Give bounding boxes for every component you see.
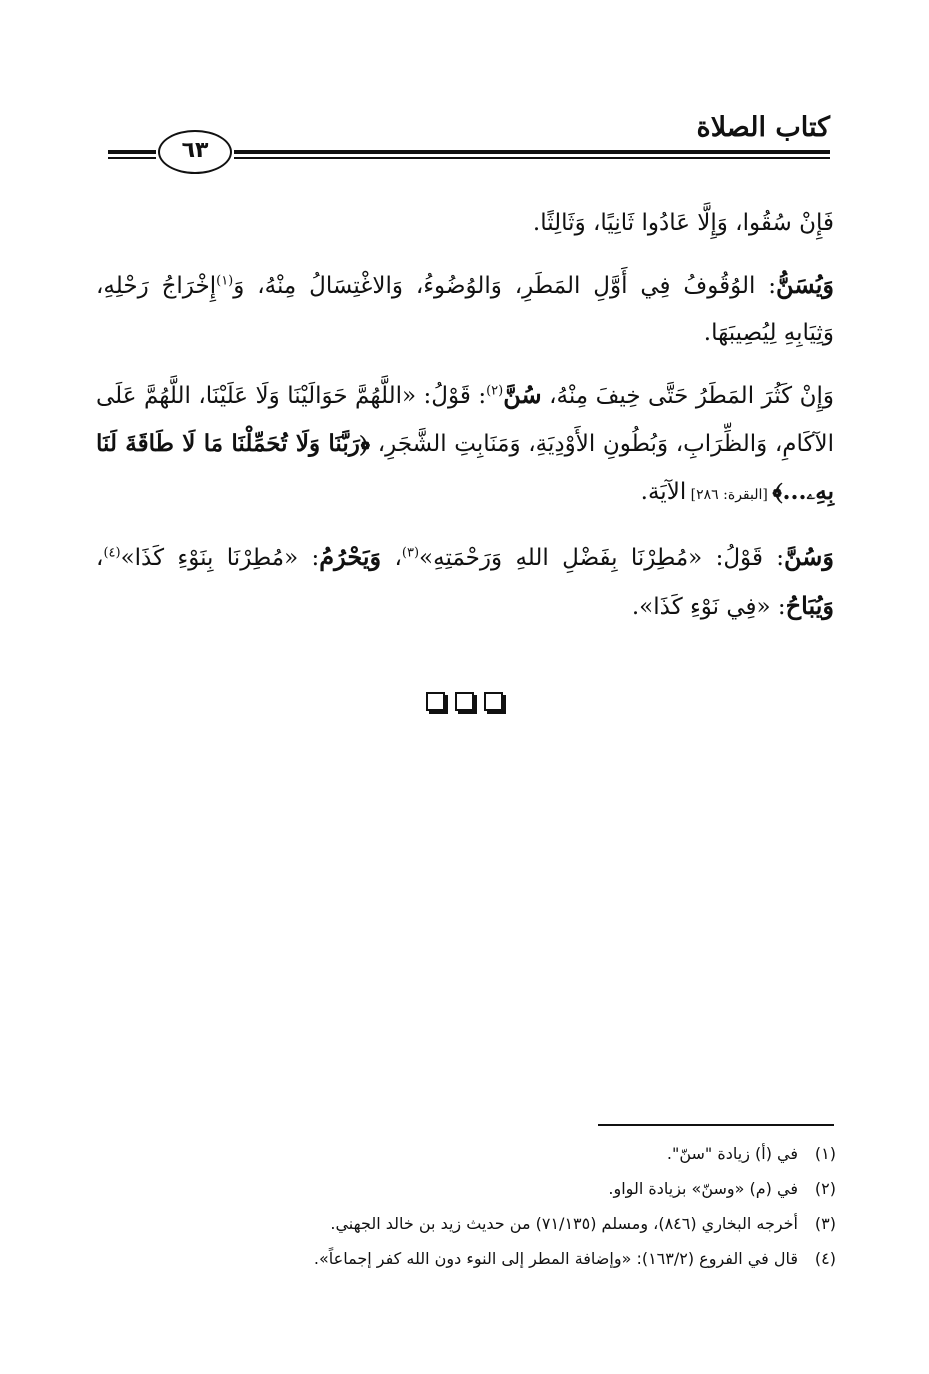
- p4-text-a: : قَوْلُ: «مُطِرْنَا بِفَضْلِ اللهِ وَرَحْمَتِهِ»: [419, 545, 785, 571]
- p2-text-b: إِخْرَاجُ رَحْلِهِ، وَثِيَابِهِ لِيُصِيبَهَا.: [96, 273, 834, 346]
- footnote-ref-3: (٣): [401, 545, 420, 561]
- footnote-item: [96, 1171, 836, 1206]
- footnote-number: (٢): [814, 1179, 836, 1198]
- p4-text-c: : «فِي نَوْءِ كَذَا».: [631, 594, 786, 620]
- p2-text-a: : الوُقُوفُ فِي أَوَّلِ المَطَرِ، وَالوُضُوءُ، وَالاغْتِسَالُ مِنْهُ، وَ: [233, 273, 777, 299]
- p3-text-b: : قَوْلُ: «اللَّهُمَّ حَوَالَيْنَا وَلَا عَلَيْنَا، اللَّهُمَّ عَلَى الآكَامِ، وَالظِّرَابِ، وَبُطُونِ الأَوْدِيَةِ، وَمَنَابِتِ الشَّجَرِ،: [96, 383, 835, 457]
- paragraph-4: [96, 533, 834, 631]
- keyword-wasunna: وَسُنَّ: [784, 542, 834, 571]
- keyword-yubah: وَيُبَاحُ: [785, 591, 834, 620]
- quran-verse: ﴿رَبَّنَا وَلَا تُحَمِّلْنَا مَا لَا طَاقَةَ لَنَا بِهِۦ...﴾: [96, 430, 834, 505]
- footnote-ref-1: (١): [216, 273, 234, 289]
- footnote-separator: [598, 1124, 834, 1126]
- page-number: ٦٣: [158, 130, 232, 174]
- keyword-yahrum: وَيَحْرُمُ: [319, 542, 382, 571]
- footnote-number: (١): [814, 1144, 836, 1163]
- p1-text: فَإِنْ سُقُوا، وَإِلَّا عَادُوا ثَانِيًا، وَثَالِثًا.: [532, 210, 834, 236]
- footnote-number: (٣): [814, 1214, 836, 1233]
- divider-square-icon: [426, 692, 445, 711]
- page-header: [108, 110, 830, 180]
- paragraph-2: [96, 261, 834, 357]
- divider-square-icon: [484, 692, 503, 711]
- footnote-item: [96, 1136, 836, 1171]
- main-text: [96, 200, 834, 645]
- footnote-text: في (م) «وسنّ» بزيادة الواو.: [608, 1179, 798, 1198]
- book-title: كتاب الصلاة: [696, 112, 830, 143]
- footnote-ref-4: (٤): [103, 545, 121, 561]
- header-rule-thick: [234, 150, 830, 154]
- divider-square-icon: [455, 692, 474, 711]
- p4-sep2: ،: [96, 545, 104, 571]
- footnote-ref-2: (٢): [486, 383, 504, 399]
- paragraph-1: [96, 200, 834, 247]
- header-rule-left-thick: [108, 150, 156, 154]
- section-divider: [0, 692, 929, 722]
- p4-sep: ،: [381, 545, 402, 571]
- keyword-yusan: وَيُسَنُّ: [776, 270, 834, 299]
- footnote-text: قال في الفروع (١٦٣/٢): «وإضافة المطر إلى النوء دون الله كفر إجماعاً».: [313, 1249, 798, 1268]
- footnote-text: في (أ) زيادة "سنّ".: [666, 1144, 798, 1163]
- verse-reference: [البقرة: ٢٨٦]: [686, 487, 773, 503]
- footnote-item: [96, 1206, 836, 1241]
- paragraph-3: [96, 371, 834, 519]
- footnote-item: [96, 1241, 836, 1276]
- footnote-number: (٤): [814, 1249, 836, 1268]
- p3-text-a: وَإِنْ كَثُرَ المَطَرُ حَتَّى خِيفَ مِنْهُ،: [541, 383, 834, 409]
- footnote-text: أخرجه البخاري (٨٤٦)، ومسلم (٧١/١٣٥) من حديث زيد بن خالد الجهني.: [330, 1214, 798, 1233]
- header-rule-thin: [234, 157, 830, 159]
- header-rule-left-thin: [108, 157, 156, 159]
- keyword-sunna: سُنَّ: [503, 380, 542, 409]
- footnotes: [96, 1136, 836, 1276]
- p3-text-c: الآيَة.: [640, 479, 687, 505]
- p4-text-b: : «مُطِرْنَا بِنَوْءِ كَذَا»: [120, 545, 320, 571]
